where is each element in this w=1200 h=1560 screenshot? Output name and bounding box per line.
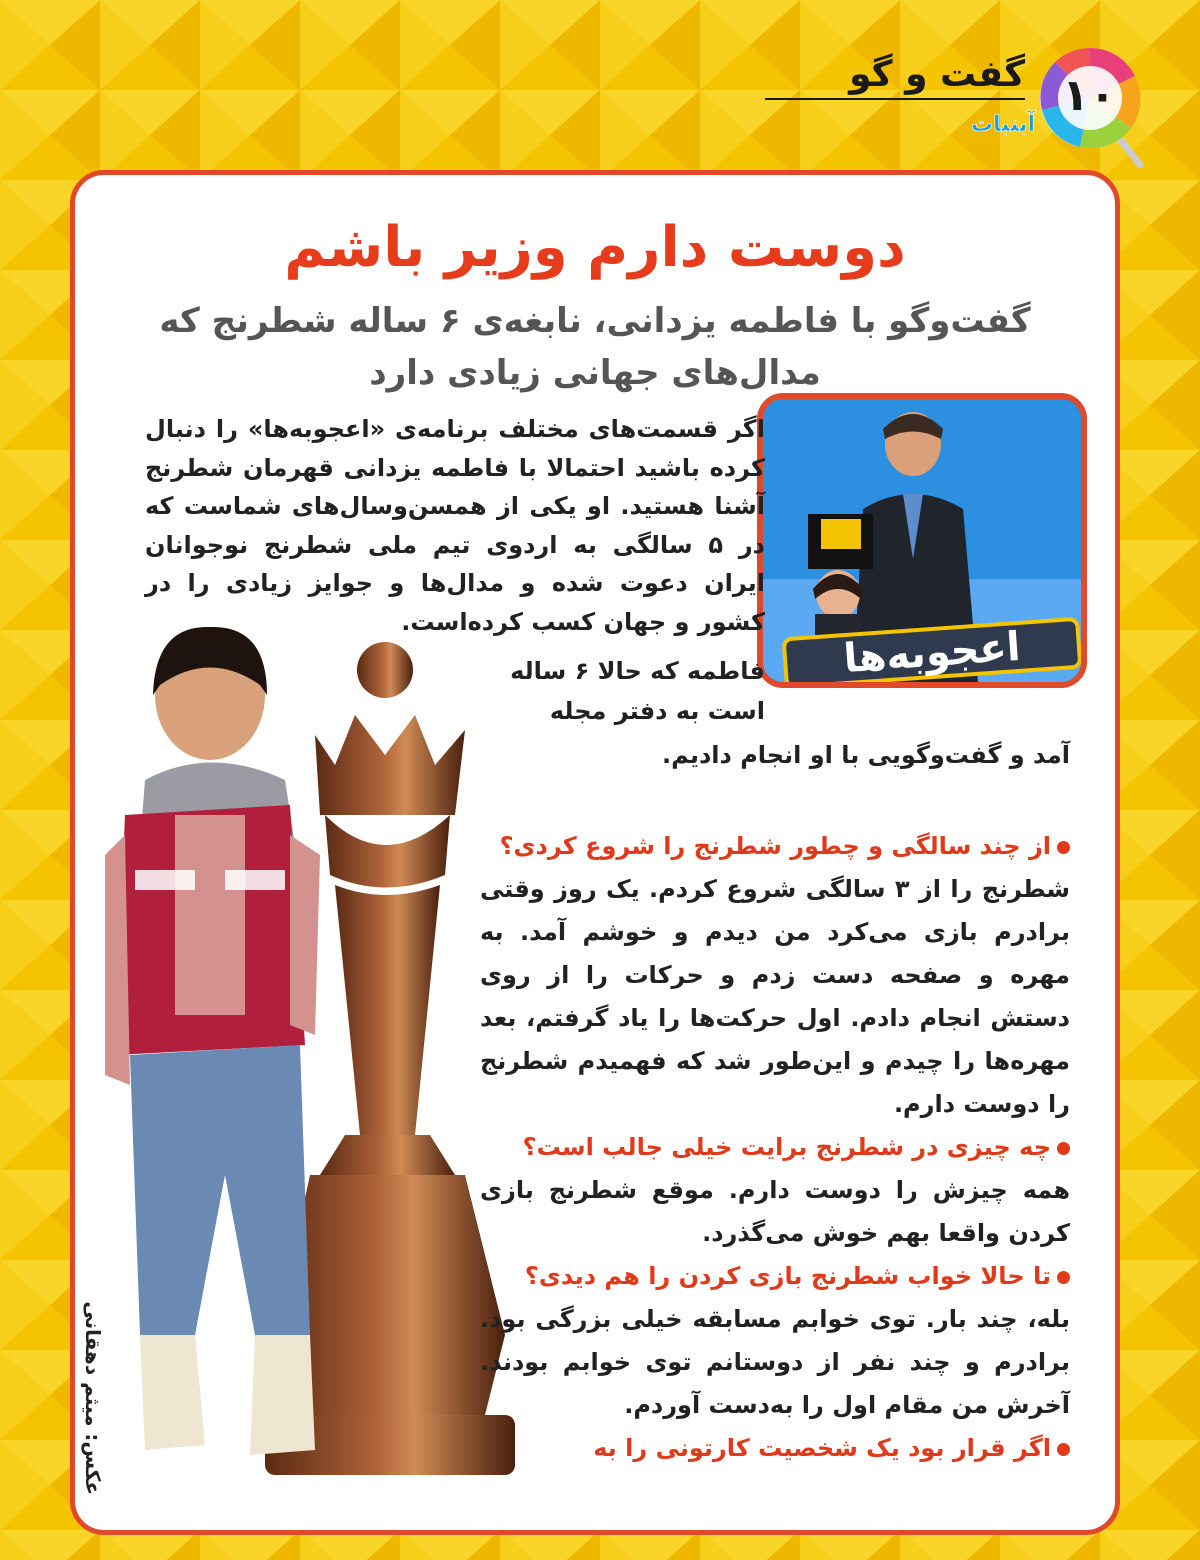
bullet-icon <box>1057 1271 1070 1284</box>
intro-paragraph: اگر قسمت‌های مختلف برنامه‌ی «اعجوبه‌ها» را دنبال کرده باشید احتمالا با فاطمه یزدانی قهرمان شطرنج آشنا هستید. او یکی از همسن‌وسال‌های شماست که در ۵ سالگی به اردوی تیم ملی شطرنج نوجوانان ایران دعوت شده و مدال‌ها و جوایز زیادی را در کشور و جهان کسب کرده‌است. <box>145 415 765 636</box>
question-text: چه چیزی در شطرنج برایت خیلی جالب است؟ <box>522 1133 1051 1161</box>
article-title: دوست دارم وزیر باشم <box>284 215 906 280</box>
tv-show-photo <box>757 393 1087 688</box>
magazine-logo: آبنبات <box>970 112 1035 137</box>
question-text: از چند سالگی و چطور شطرنج را شروع کردی؟ <box>499 832 1051 860</box>
bullet-icon <box>1057 1443 1070 1456</box>
intro-line: آمد و گفت‌وگویی با او انجام دادیم. <box>662 741 1070 769</box>
article-subtitle: گفت‌وگو با فاطمه یزدانی، نابغه‌ی ۶ ساله شطرنج که مدال‌های جهانی زیادی دارد <box>159 301 1031 393</box>
question <box>480 1255 1070 1298</box>
qa-block <box>480 825 1070 1470</box>
answer: همه چیزش را دوست دارم. موقع شطرنج بازی کردن واقعا بهم خوش می‌گذرد. <box>480 1176 1070 1247</box>
answer: بله، چند بار. توی خوابم مسابقه خیلی بزرگی بود. برادرم و چند نفر از دوستانم توی خوابم بودند. آخرش من مقام اول را به‌دست آوردم. <box>480 1305 1070 1419</box>
question <box>480 1126 1070 1169</box>
girl-with-chess-queen-photo <box>85 615 545 1515</box>
bullet-icon <box>1057 841 1070 854</box>
header-divider <box>765 98 1025 100</box>
bullet-icon <box>1057 1142 1070 1155</box>
question-text: تا حالا خواب شطرنج بازی کردن را هم دیدی؟ <box>524 1262 1051 1290</box>
section-title: گفت و گو <box>849 54 1025 95</box>
intro-line: است به دفتر مجله <box>549 697 765 725</box>
article-card <box>70 170 1120 1535</box>
photo-credit: عکس: میثم دهقانی <box>81 1301 105 1495</box>
page-number: ۱۰ <box>1062 70 1116 121</box>
answer: شطرنج را از ۳ سالگی شروع کردم. یک روز وقتی برادرم بازی می‌کرد من دیدم و خوشم آمد. به مهره و صفحه دست زدم و حرکات را از روی دستش انجام دادم. اول حرکت‌ها را یاد گرفتم، بعد مهره‌ها را چیدم و این‌طور شد که فهمیدم شطرنج را دوست دارم. <box>480 875 1070 1118</box>
question <box>480 1427 1070 1470</box>
question-text: اگر قرار بود یک شخصیت کارتونی را به <box>593 1434 1051 1462</box>
page-header <box>775 40 1165 170</box>
intro-line: فاطمه که حالا ۶ ساله <box>510 657 765 685</box>
show-logo: اعجوبه‌ها <box>782 617 1083 688</box>
question <box>480 825 1070 868</box>
